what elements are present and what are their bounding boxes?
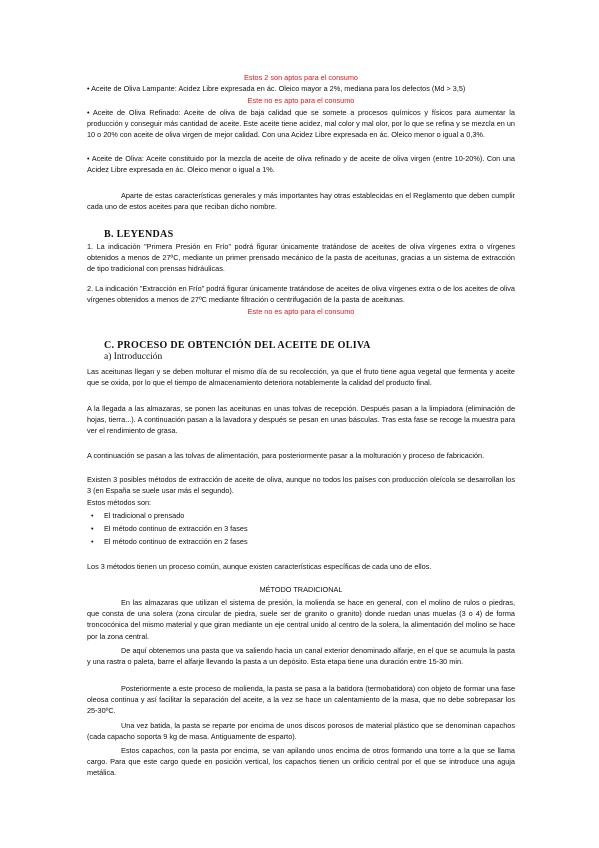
metodos-label: Estos métodos son: — [87, 498, 152, 507]
tradicional-paragraph-5: Estos capachos, con la pasta por encima, se van apilando unos encima de otros formando una torre a la que se llama cargo. Para que este cargo quede en posición vertical, los capachos tienen un orificio central por el que se introduce una aguja metálica. — [87, 746, 515, 778]
tradicional-paragraph-2: De aquí obtenemos una pasta que va saliendo hacia un canal exterior denominado alfarje, en el que se acumula la pasta y una rastra o paleta, barre el alfarje llevando la pasta a un depósito. Esta etapa tiene una duración entre 15-30 min. — [87, 646, 515, 667]
intro-paragraph-3: A continuación se pasan a las tolvas de alimentación, para posteriormente pasar a la molturación y proceso de fabricación. — [87, 451, 485, 460]
aparte-paragraph: Aparte de estas características generales y más importantes hay otras establecidas en el Reglamento que deben cumplir cada uno de estos aceites para que reciban dicho nombre. — [87, 191, 515, 212]
lampante-item: • Aceite de Oliva Lampante: Acidez Libre expresada en ác. Oleico mayor a 2%, mediana para los defectos (Md > 3,5) — [87, 84, 466, 93]
leyenda-item-2: 2. La indicación "Extracción en Frío" podrá figurar únicamente tratándose de aceites de oliva vírgenes extra o de los aceites de oliva vírgenes obtenidos a menos de 27ºC mediante filtración o centrifugación de la pasta de aceitunas. — [87, 284, 515, 305]
intro-paragraph-1: Las aceitunas llegan y se deben molturar el mismo día de su recolección, ya que el fruto tiene agua vegetal que fermenta y aceite que se oxida, por lo que el tiempo de almacenamiento deteriora notablemente la calidad del producto final. — [87, 367, 515, 388]
tradicional-paragraph-3: Posteriormente a este proceso de molienda, la pasta se pasa a la batidora (termobatidora) con objeto de formar una fase oleosa continua y así facilitar la separación del aceite, a la vez se hace un calentamiento de la masa, que no debe sobrepasar los 25-30ºC. — [87, 684, 515, 716]
note-no-apto-2: Este no es apto para el consumo — [247, 307, 355, 316]
heading-proceso: C. PROCESO DE OBTENCIÓN DEL ACEITE DE OLIVA — [104, 340, 371, 351]
note-aptos: Estos 2 son aptos para el consumo — [244, 73, 358, 82]
refinado-item: • Aceite de Oliva Refinado: Aceite de oliva de baja calidad que se somete a procesos químicos y físicos para aumentar la producción y conseguir más cantidad de aceite. Este aceite tiene acidez, mal color y mal olor, por lo que se refina y se mezcla en un 10 o 20% con aceite de oliva virgen de mejor calidad. Con una Acidez Libre expresada en ác. Oleico menor o igual a 0,3%. — [87, 108, 515, 140]
heading-leyendas: B. LEYENDAS — [104, 229, 174, 240]
leyenda-item-1: 1. La indicación "Primera Presión en Frío" podrá figurar únicamente tratándose de aceites de oliva vírgenes extra o vírgenes obtenidos a menos de 27ºC, mediante un primer prensado mecánico de la pasta de aceitunas, gracias a un sistema de extracción de tipo tradicional con prensas hidráulicas. — [87, 242, 515, 274]
oliva-item: • Aceite de Oliva: Aceite constituido por la mezcla de aceite de oliva refinado y de aceite de oliva virgen (entre 10-20%). Con una Acidez Libre expresada en ác. Oleico menor o igual a 1%. — [87, 154, 515, 175]
note-no-apto-1: Este no es apto para el consumo — [247, 96, 355, 105]
tres-metodos-paragraph: Los 3 métodos tienen un proceso común, aunque existen características específicas de cada uno de ellos. — [87, 562, 432, 571]
intro-paragraph-4: Existen 3 posibles métodos de extracción de aceite de oliva, aunque no todos los países con producción oleícola se desarrollan los 3 (en España se suele usar más el segundo). — [87, 475, 515, 496]
list-item: • El tradicional o prensado — [104, 510, 184, 521]
list-item: • El método continuo de extracción en 3 fases — [104, 523, 248, 534]
metodo-tradicional-title: MÉTODO TRADICIONAL — [259, 585, 343, 594]
list-item: • El método continuo de extracción en 2 fases — [104, 536, 248, 547]
subheading-introduccion: a) Introducción — [104, 352, 163, 362]
tradicional-paragraph-4: Una vez batida, la pasta se reparte por encima de unos discos porosos de material plástico que se denominan capachos (cada capacho soporta 9 kg de masa. Antiguamente de esparto). — [87, 721, 515, 742]
tradicional-paragraph-1: En las almazaras que utilizan el sistema de presión, la molienda se hace en general, con el molino de rulos o piedras, que consta de una solera (zona circular de piedra, suele ser de granito o granito) donde ruedan unas muelas (3 o 4) de forma troncocónica del mismo material y que giran mediante un eje central unido al centro de la solera, la alimentación del molino se hace por la zona central. — [87, 598, 515, 641]
intro-paragraph-2: A la llegada a las almazaras, se ponen las aceitunas en unas tolvas de recepción. Después pasan a la limpiadora (eliminación de hojas, tierra...). A continuación pasan a la lavadora y después se pesan en unas básculas. Tras esta fase se recoge la muestra para ver el rendimiento de grasa. — [87, 404, 515, 436]
